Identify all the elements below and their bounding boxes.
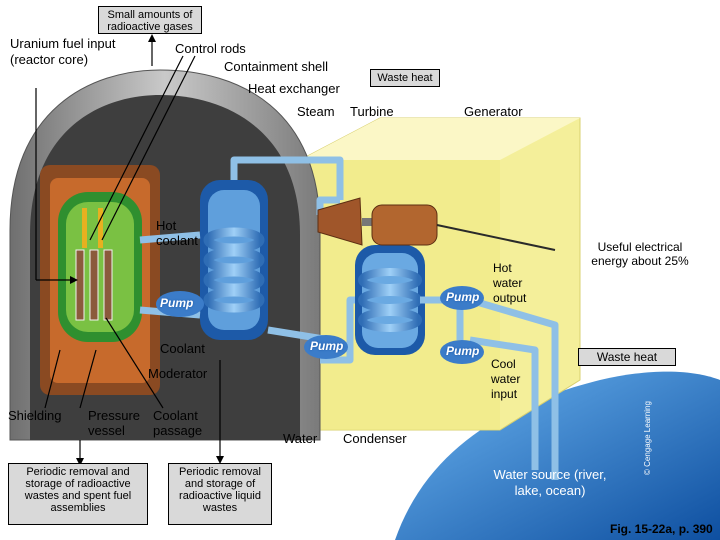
pressure-vessel-label: Pressure vessel [88,408,141,438]
condenser-label: Condenser [343,431,407,446]
copyright-text: © Cengage Learning [643,401,652,475]
small-gases-box: Small amounts of radioactive gases [98,6,202,34]
shielding-label: Shielding [8,408,62,423]
turbine-label: Turbine [350,104,394,119]
periodic-wastes-box: Periodic removal and storage of radioactive wastes and spent fuel assemblies [8,463,148,525]
water-label: Water [283,431,318,446]
coolant-passage-label: Coolant passage [153,408,203,438]
moderator-label: Moderator [148,366,208,381]
pump-label-4: Pump [446,344,480,358]
useful-energy-label: Useful electrical energy about 25% [591,240,689,268]
cool-water-input-label: Cool water input [491,357,521,401]
containment-label: Containment shell [224,59,329,74]
control-rods-label: Control rods [175,41,246,56]
pump-label-2: Pump [310,339,344,353]
water-source-label: Water source (river, lake, ocean) [493,467,607,498]
waste-heat-right-box: Waste heat [578,348,676,366]
hot-coolant-label: Hot coolant [156,218,198,248]
pump-label-3: Pump [446,290,480,304]
uranium-label: Uranium fuel input (reactor core) [10,36,116,67]
coolant-label: Coolant [160,341,205,356]
waste-heat-top-box: Waste heat [370,69,440,87]
generator-label: Generator [464,104,523,119]
steam-label: Steam [297,104,335,119]
pump-label-1: Pump [160,296,194,310]
periodic-liquid-box: Periodic removal and storage of radioactive liquid wastes [168,463,272,525]
heat-exchanger-label: Heat exchanger [248,81,340,96]
generator-shape [372,205,437,245]
figure-caption: Fig. 15-22a, p. 390 [610,522,713,536]
hot-water-output-label: Hot water output [493,261,527,305]
